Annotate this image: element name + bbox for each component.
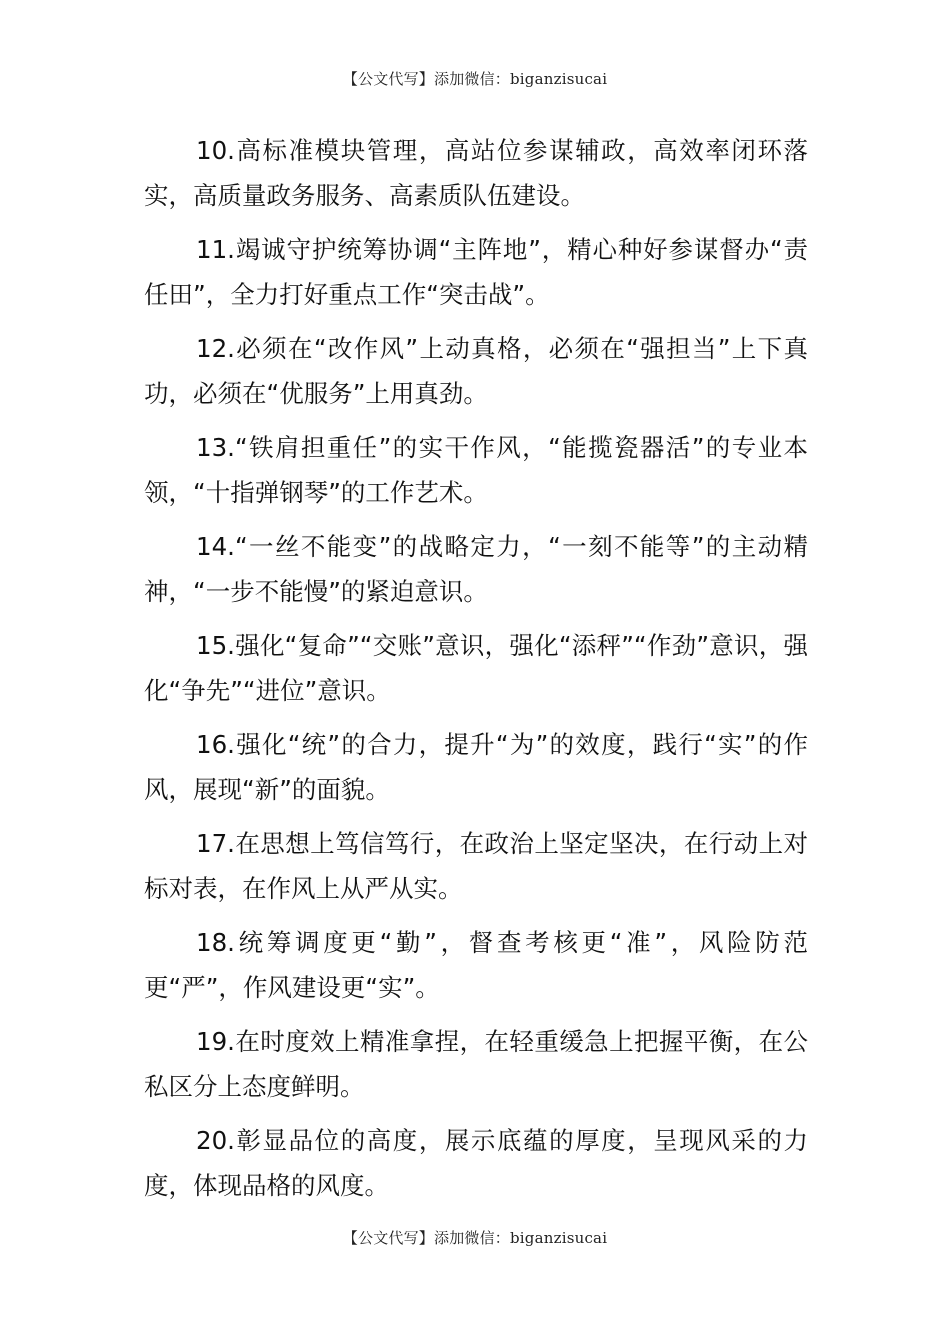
paragraph-13: 13.“铁肩担重任”的实干作风，“能揽瓷器活”的专业本领，“十指弹钢琴”的工作艺术。	[144, 433, 808, 507]
document-body	[144, 128, 808, 1217]
paragraph-15: 15.强化“复命”“交账”意识，强化“添秤”“作劲”意识，强化“争先”“进位”意识。	[144, 631, 808, 705]
paragraph-20: 20.彰显品位的高度，展示底蕴的厚度，呈现风采的力度，体现品格的风度。	[144, 1126, 808, 1200]
paragraph-14: 14.“一丝不能变”的战略定力，“一刻不能等”的主动精神，“一步不能慢”的紧迫意识。	[144, 532, 808, 606]
page-footer: 【公文代写】添加微信：biganzisucai	[342, 1229, 608, 1247]
paragraph-11: 11.竭诚守护统筹协调“主阵地”，精心种好参谋督办“责任田”，全力打好重点工作“突击战”。	[144, 235, 808, 309]
paragraph-16: 16.强化“统”的合力，提升“为”的效度，践行“实”的作风，展现“新”的面貌。	[144, 730, 808, 804]
page-header: 【公文代写】添加微信：biganzisucai	[342, 70, 608, 88]
paragraph-18: 18.统筹调度更“勤”，督查考核更“准”，风险防范更“严”，作风建设更“实”。	[144, 928, 808, 1002]
paragraph-12: 12.必须在“改作风”上动真格，必须在“强担当”上下真功，必须在“优服务”上用真劲。	[144, 334, 808, 408]
paragraph-19: 19.在时度效上精准拿捏，在轻重缓急上把握平衡，在公私区分上态度鲜明。	[144, 1027, 808, 1101]
paragraph-10: 10.高标准模块管理，高站位参谋辅政，高效率闭环落实，高质量政务服务、高素质队伍建设。	[144, 136, 808, 210]
paragraph-17: 17.在思想上笃信笃行，在政治上坚定坚决，在行动上对标对表，在作风上从严从实。	[144, 829, 808, 903]
